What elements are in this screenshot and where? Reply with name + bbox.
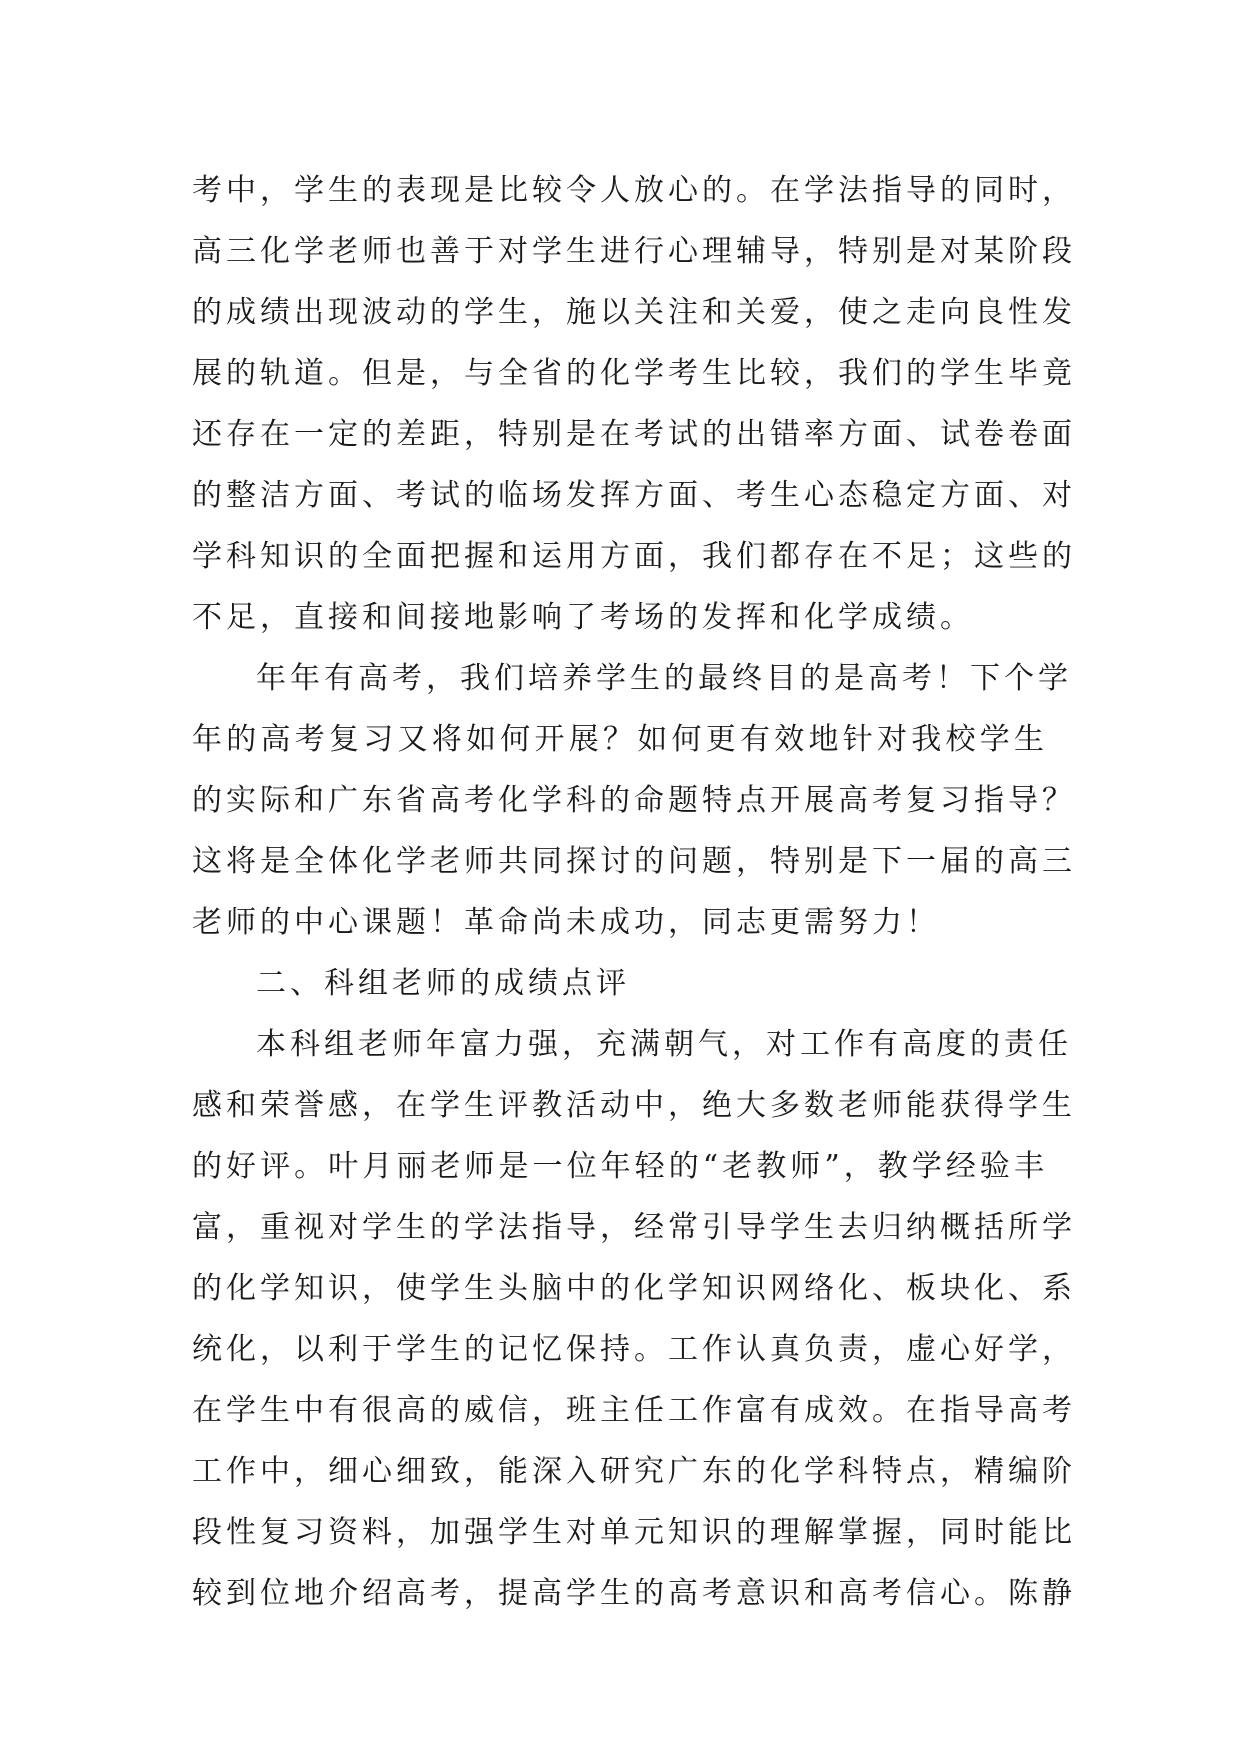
paragraph-line: 的整洁方面、考试的临场发挥方面、考生心态稳定方面、对 — [192, 478, 1076, 513]
paragraph-line: 的好评。叶月丽老师是一位年轻的“老教师”，教学经验丰 — [192, 1149, 1048, 1184]
paragraph-line: 富，重视对学生的学法指导，经常引导学生去归纳概括所学 — [192, 1210, 1076, 1245]
paragraph-1 — [192, 160, 1076, 648]
paragraph-line: 年年有高考，我们培养学生的最终目的是高考！下个学 — [256, 661, 1072, 696]
paragraph-line: 的成绩出现波动的学生，施以关注和关爱，使之走向良性发 — [192, 295, 1076, 330]
paragraph-line: 感和荣誉感，在学生评教活动中，绝大多数老师能获得学生 — [192, 1088, 1076, 1123]
paragraph-line: 还存在一定的差距，特别是在考试的出错率方面、试卷卷面 — [192, 417, 1076, 452]
paragraph-line: 在学生中有很高的威信，班主任工作富有成效。在指导高考 — [192, 1393, 1076, 1428]
paragraph-line: 老师的中心课题！革命尚未成功，同志更需努力！ — [192, 905, 940, 940]
paragraph-3 — [192, 1014, 1076, 1624]
paragraph-line: 学科知识的全面把握和运用方面，我们都存在不足；这些的 — [192, 539, 1076, 574]
section-heading: 二、科组老师的成绩点评 — [256, 966, 630, 1001]
paragraph-line: 不足，直接和间接地影响了考场的发挥和化学成绩。 — [192, 600, 974, 635]
paragraph-line: 展的轨道。但是，与全省的化学考生比较，我们的学生毕竟 — [192, 356, 1076, 391]
paragraph-line: 的化学知识，使学生头脑中的化学知识网络化、板块化、系 — [192, 1271, 1076, 1306]
paragraph-line: 本科组老师年富力强，充满朝气，对工作有高度的责任 — [256, 1027, 1072, 1062]
paragraph-line: 统化，以利于学生的记忆保持。工作认真负责，虚心好学， — [192, 1332, 1076, 1367]
paragraph-line: 考中，学生的表现是比较令人放心的。在学法指导的同时， — [192, 173, 1076, 208]
paragraph-line: 工作中，细心细致，能深入研究广东的化学科特点，精编阶 — [192, 1454, 1076, 1489]
document-body — [192, 160, 1076, 1624]
paragraph-line: 年的高考复习又将如何开展？如何更有效地针对我校学生 — [192, 722, 1048, 757]
paragraph-line: 的实际和广东省高考化学科的命题特点开展高考复习指导？ — [192, 783, 1076, 818]
paragraph-line: 较到位地介绍高考，提高学生的高考意识和高考信心。陈静 — [192, 1576, 1076, 1611]
paragraph-line: 段性复习资料，加强学生对单元知识的理解掌握，同时能比 — [192, 1515, 1076, 1550]
paragraph-2 — [192, 648, 1076, 953]
paragraph-line: 高三化学老师也善于对学生进行心理辅导，特别是对某阶段 — [192, 234, 1076, 269]
paragraph-line: 这将是全体化学老师共同探讨的问题，特别是下一届的高三 — [192, 844, 1076, 879]
